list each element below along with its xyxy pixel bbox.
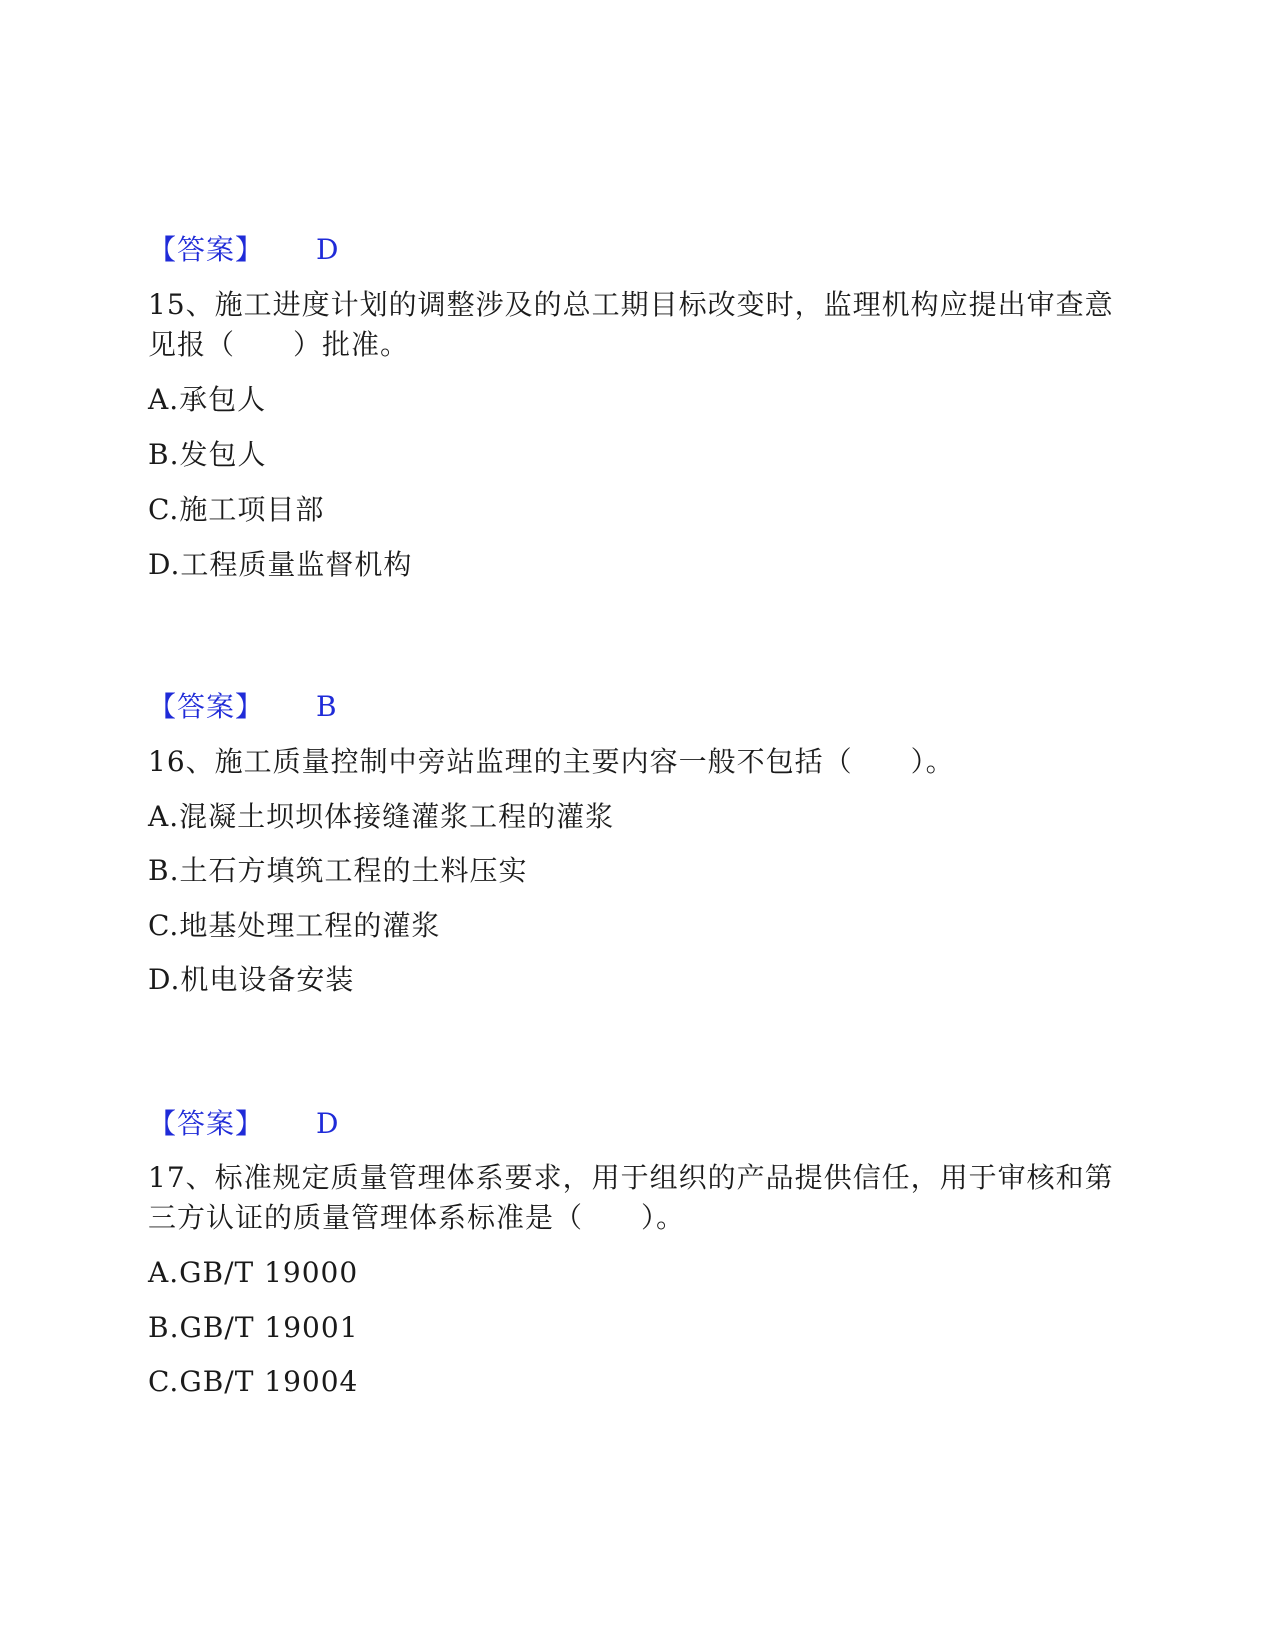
question-text: 17、标准规定质量管理体系要求，用于组织的产品提供信任，用于审核和第 — [148, 1161, 1114, 1194]
option-a: A.GB/T 19000 — [148, 1256, 359, 1289]
question-text: 15、施工进度计划的调整涉及的总工期目标改变时，监理机构应提出审查意 — [148, 288, 1114, 321]
answer-label: 【答案】 — [148, 690, 265, 723]
option-c: C.施工项目部 — [148, 493, 325, 526]
question-text: 16、施工质量控制中旁站监理的主要内容一般不包括（ ）。 — [148, 745, 955, 778]
answer-line — [148, 687, 337, 727]
option-b: B.GB/T 19001 — [148, 1311, 359, 1344]
answer-line — [148, 230, 338, 270]
option-c: C.地基处理工程的灌浆 — [148, 909, 441, 942]
answer-label: 【答案】 — [148, 233, 265, 266]
answer-label: 【答案】 — [148, 1107, 265, 1140]
option-c: C.GB/T 19004 — [148, 1365, 359, 1398]
option-d: D.机电设备安装 — [148, 963, 355, 996]
answer-value: D — [316, 1107, 339, 1140]
option-d: D.工程质量监督机构 — [148, 548, 413, 581]
answer-value: B — [316, 690, 337, 723]
option-b: B.发包人 — [148, 438, 267, 471]
option-a: A.承包人 — [148, 383, 267, 416]
question-text-continued: 见报（ ）批准。 — [148, 328, 410, 361]
answer-line — [148, 1104, 338, 1144]
question-text-continued: 三方认证的质量管理体系标准是（ ）。 — [148, 1201, 686, 1234]
option-b: B.土石方填筑工程的土料压实 — [148, 854, 528, 887]
answer-value: D — [316, 233, 339, 266]
option-a: A.混凝土坝坝体接缝灌浆工程的灌浆 — [148, 800, 615, 833]
